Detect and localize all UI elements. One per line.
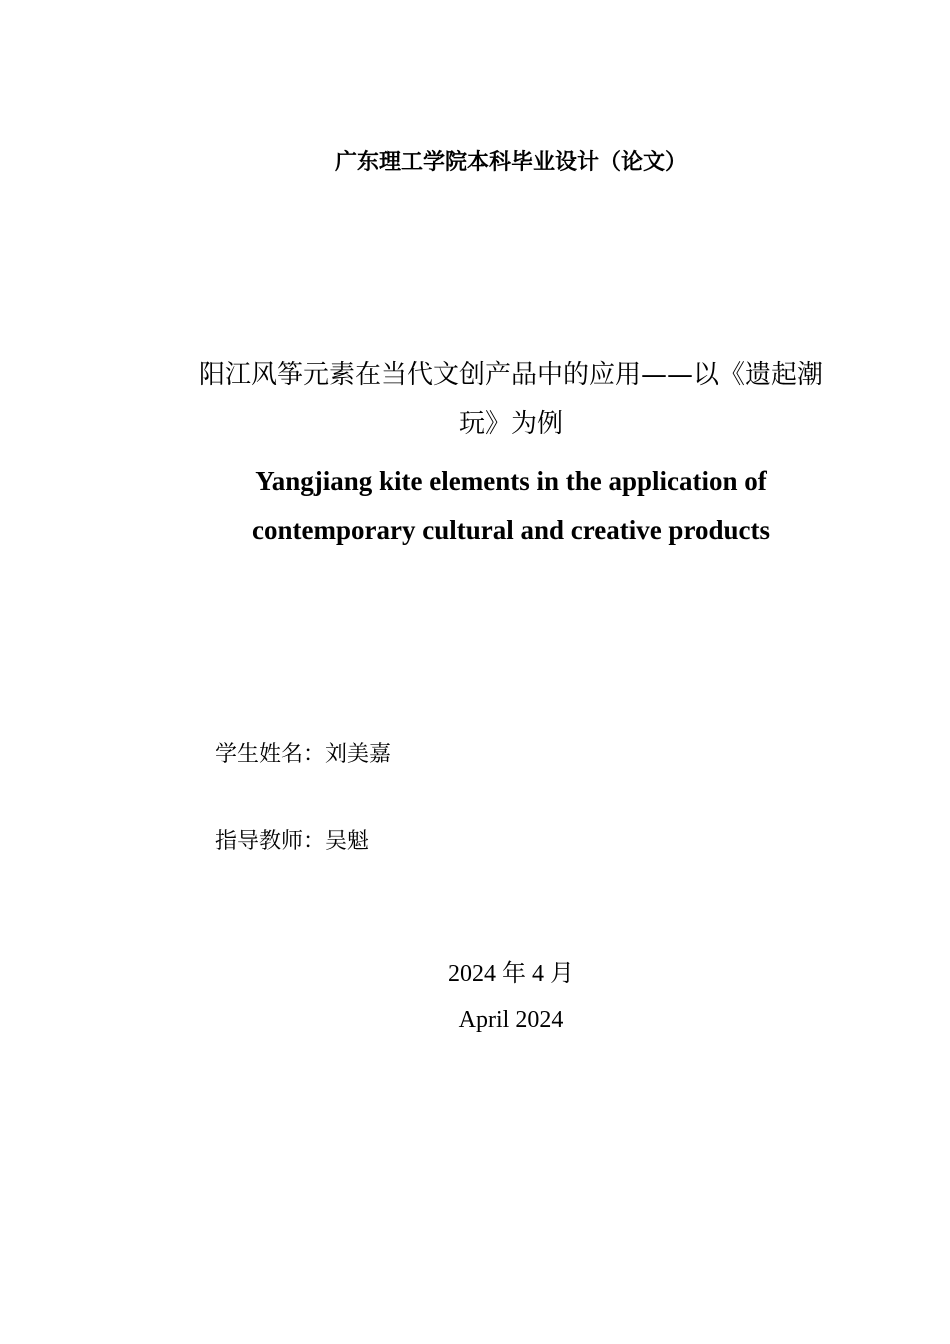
student-name: 刘美嘉: [325, 742, 392, 767]
thesis-title-en-line2: contemporary cultural and creative products: [252, 515, 770, 545]
advisor-info: [215, 825, 369, 859]
advisor-name: 吴魁: [325, 829, 370, 854]
thesis-title-cn-line1: 阳江风筝元素在当代文创产品中的应用——以《遗起潮: [198, 360, 823, 390]
thesis-title-cn-line2: 玩》为例: [458, 409, 563, 439]
student-label: 学生姓名：: [215, 742, 326, 767]
university-heading: 广东理工学院本科毕业设计（论文）: [334, 150, 687, 175]
thesis-title-en-line1: Yangjiang kite elements in the application of: [255, 466, 767, 496]
advisor-label: 指导教师：: [215, 829, 326, 854]
student-info: [215, 738, 391, 772]
date-en: April 2024: [458, 1007, 564, 1033]
date-cn: 2024 年 4 月: [448, 961, 574, 987]
